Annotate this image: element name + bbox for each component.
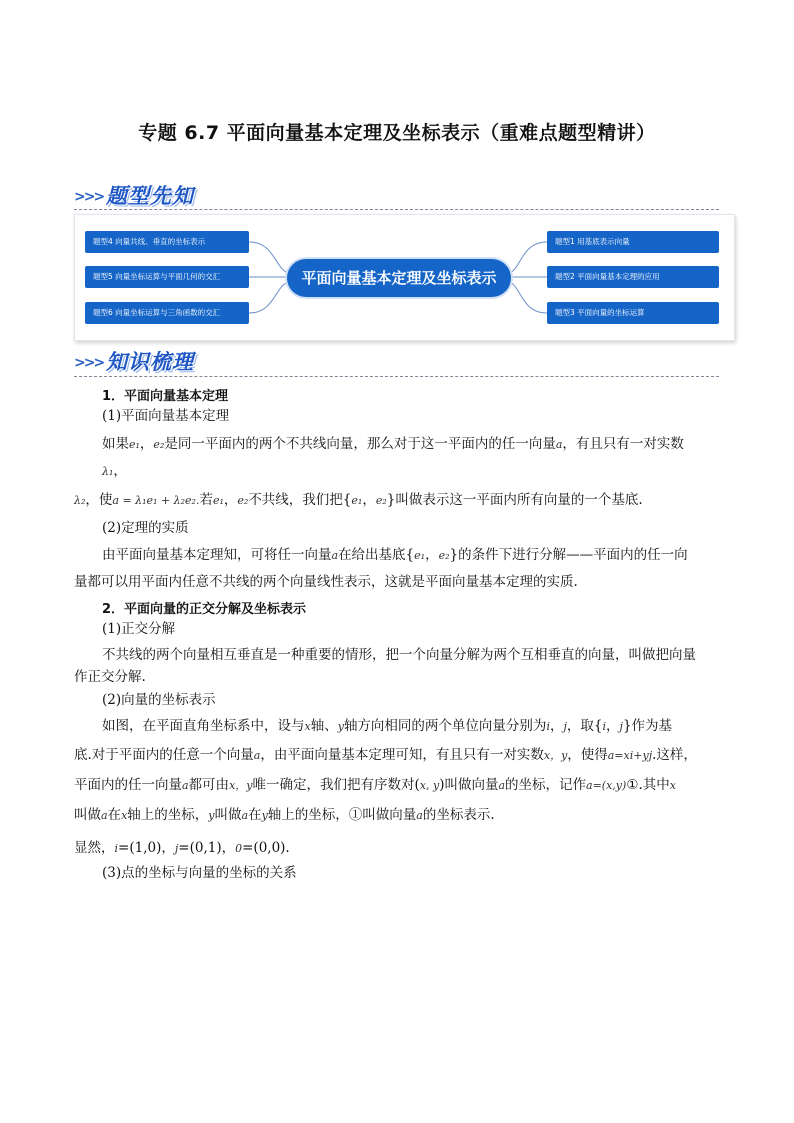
text: 轴上的坐标， bbox=[127, 807, 209, 823]
paragraph bbox=[102, 461, 127, 482]
paragraph: λ₂，使a = λ₁e₁ + λ₂e₂.若e₁，e₂不共线，我们把{e₁，e₂}叫做表示这一平面内所有向量的一个基底. bbox=[74, 492, 643, 508]
mindmap-node-topic4: 题型4 向量共线、垂直的坐标表示 bbox=[85, 231, 249, 253]
math-a: a bbox=[498, 779, 506, 792]
text: 轴上的坐标，①叫做向量 bbox=[267, 807, 417, 823]
text: 的坐标表示. bbox=[422, 807, 495, 823]
text: 在 bbox=[107, 807, 122, 823]
math-e2: e₂ bbox=[438, 549, 450, 562]
text: 底.对于平面内的任意一个向量 bbox=[74, 747, 254, 763]
text: ， bbox=[113, 463, 127, 479]
math-e1: e₁ bbox=[414, 549, 426, 562]
paragraph: 不共线的两个向量相互垂直是一种重要的情形，把一个向量分解为两个互相垂直的向量，叫做把向量 bbox=[102, 647, 696, 663]
math-y: y bbox=[208, 809, 215, 822]
text: ①.其中 bbox=[626, 777, 670, 793]
text: =(1,0)， bbox=[118, 840, 175, 856]
mindmap-node-topic3: 题型3 平面向量的坐标运算 bbox=[547, 302, 719, 324]
section-banner-knowledge bbox=[74, 346, 274, 380]
math-a-eq-xy: a=(x,y) bbox=[586, 779, 627, 792]
math-i: i bbox=[114, 842, 119, 855]
math-y: y bbox=[261, 809, 268, 822]
mindmap-node-topic5: 题型5 向量坐标运算与平面几何的交汇 bbox=[85, 266, 249, 288]
text: 平面内的任一向量 bbox=[74, 777, 182, 793]
subheading: (3)点的坐标与向量的坐标的关系 bbox=[102, 865, 297, 881]
text: 不共线，我们把{ bbox=[248, 492, 352, 508]
math-e2: e₂ bbox=[237, 494, 249, 507]
text: ，使 bbox=[85, 492, 113, 508]
math-xy: x，y bbox=[543, 749, 568, 762]
math-a: a bbox=[253, 749, 261, 762]
math-a-xi-yj: a=xi+yj bbox=[607, 749, 653, 762]
text: 由平面向量基本定理知，可将任一向量 bbox=[102, 547, 332, 563]
math-lambda1: λ₁ bbox=[102, 465, 114, 478]
math-expression: a = λ₁e₁ + λ₂e₂. bbox=[112, 494, 200, 507]
subheading: (1)平面向量基本定理 bbox=[102, 408, 230, 424]
mindmap-node-topic6: 题型6 向量坐标运算与三角函数的交汇 bbox=[85, 302, 249, 324]
math-i: i bbox=[546, 720, 550, 733]
math-a: a bbox=[416, 809, 423, 822]
text: ，使得 bbox=[567, 747, 608, 763]
math-x: x bbox=[304, 720, 311, 733]
text: 叫做 bbox=[74, 807, 101, 823]
text: 在 bbox=[248, 807, 262, 823]
text: )叫做向量 bbox=[439, 777, 499, 793]
text: 轴方向相同的两个单位向量分别为 bbox=[343, 718, 547, 734]
text: }叫做表示这一平面内所有向量的一个基底. bbox=[386, 492, 643, 508]
math-a: a bbox=[101, 809, 108, 822]
text: }的条件下进行分解——平面内的任一向 bbox=[449, 547, 688, 563]
math-a: a bbox=[241, 809, 249, 822]
math-xy: x，y bbox=[229, 779, 253, 792]
banner-arrows-icon: >>> bbox=[74, 189, 104, 205]
mindmap-center-node: 平面向量基本定理及坐标表示 bbox=[287, 259, 511, 297]
text: =(0,1)， bbox=[178, 840, 236, 856]
text: 都可由 bbox=[188, 777, 230, 793]
text: 轴、 bbox=[310, 718, 338, 734]
divider bbox=[74, 209, 719, 210]
topic-mindmap bbox=[74, 214, 735, 341]
banner-label: 题型先知 bbox=[106, 184, 194, 208]
paragraph: 量都可以用平面内任意不共线的两个向量线性表示，这就是平面向量基本定理的实质. bbox=[74, 574, 578, 590]
paragraph bbox=[74, 805, 495, 826]
banner-label: 知识梳理 bbox=[106, 350, 194, 374]
text: 叫做 bbox=[214, 807, 242, 823]
math-a: a bbox=[555, 438, 563, 451]
section-heading-1: 1．平面向量基本定理 bbox=[102, 389, 229, 404]
paragraph: 作正交分解. bbox=[74, 669, 146, 685]
text: .这样， bbox=[652, 747, 697, 763]
subheading: (2)向量的坐标表示 bbox=[102, 692, 216, 708]
text: 在给出基底{ bbox=[338, 547, 415, 563]
text: =(0,0). bbox=[242, 840, 290, 856]
subheading: (1)正交分解 bbox=[102, 621, 176, 637]
math-j: j bbox=[174, 842, 179, 855]
paragraph bbox=[74, 775, 676, 796]
text: 显然， bbox=[74, 840, 115, 856]
math-j: j bbox=[563, 720, 567, 733]
text: 是同一平面内的两个不共线向量，那么对于这一平面内的任一向量 bbox=[164, 436, 556, 452]
banner-arrows-icon: >>> bbox=[74, 355, 104, 371]
text: 如图，在平面直角坐标系中，设与 bbox=[102, 718, 305, 734]
text: 若 bbox=[199, 492, 213, 508]
math-e2: e₂ bbox=[153, 438, 165, 451]
page-title: 专题 6.7 平面向量基本定理及坐标表示（重难点题型精讲） bbox=[138, 122, 656, 144]
text: }作为基 bbox=[622, 718, 673, 734]
math-y: y bbox=[337, 720, 344, 733]
text: ，有且只有一对实数 bbox=[562, 436, 684, 452]
paragraph bbox=[74, 838, 290, 859]
paragraph: 如图，在平面直角坐标系中，设与x轴、y轴方向相同的两个单位向量分别为i，j，取{i，j}作为基 bbox=[102, 718, 673, 734]
section-heading-2: 2．平面向量的正交分解及坐标表示 bbox=[102, 602, 307, 617]
text: 的坐标，记作 bbox=[505, 777, 587, 793]
text: 如果 bbox=[102, 436, 129, 452]
math-e1: e₁ bbox=[212, 494, 224, 507]
math-e2: e₂ bbox=[375, 494, 387, 507]
text: ，取{ bbox=[566, 718, 603, 734]
text: 唯一确定，我们把有序数对( bbox=[252, 777, 420, 793]
math-i: i bbox=[602, 720, 607, 733]
math-x: x bbox=[121, 809, 128, 822]
math-x: x bbox=[669, 779, 676, 792]
math-lambda2: λ₂ bbox=[74, 494, 86, 507]
math-a: a bbox=[182, 779, 189, 792]
mindmap-node-topic2: 题型2 平面向量基本定理的应用 bbox=[547, 266, 719, 288]
math-e1: e₁ bbox=[351, 494, 363, 507]
divider bbox=[74, 376, 719, 377]
mindmap-node-topic1: 题型1 用基底表示向量 bbox=[547, 231, 719, 253]
paragraph bbox=[74, 745, 697, 766]
math-j: j bbox=[619, 720, 623, 733]
paragraph: 如果e₁，e₂是同一平面内的两个不共线向量，那么对于这一平面内的任一向量a，有且只有一对实数 bbox=[102, 436, 684, 452]
math-pair-xy: x, y bbox=[419, 779, 440, 792]
math-a: a bbox=[331, 549, 339, 562]
subheading: (2)定理的实质 bbox=[102, 520, 189, 536]
math-e1: e₁ bbox=[129, 438, 140, 451]
math-zero: 0 bbox=[235, 842, 243, 855]
paragraph: 由平面向量基本定理知，可将任一向量a在给出基底{e₁，e₂}的条件下进行分解——平面内的任一向 bbox=[102, 547, 688, 563]
text: ，由平面向量基本定理可知，有且只有一对实数 bbox=[260, 747, 544, 763]
